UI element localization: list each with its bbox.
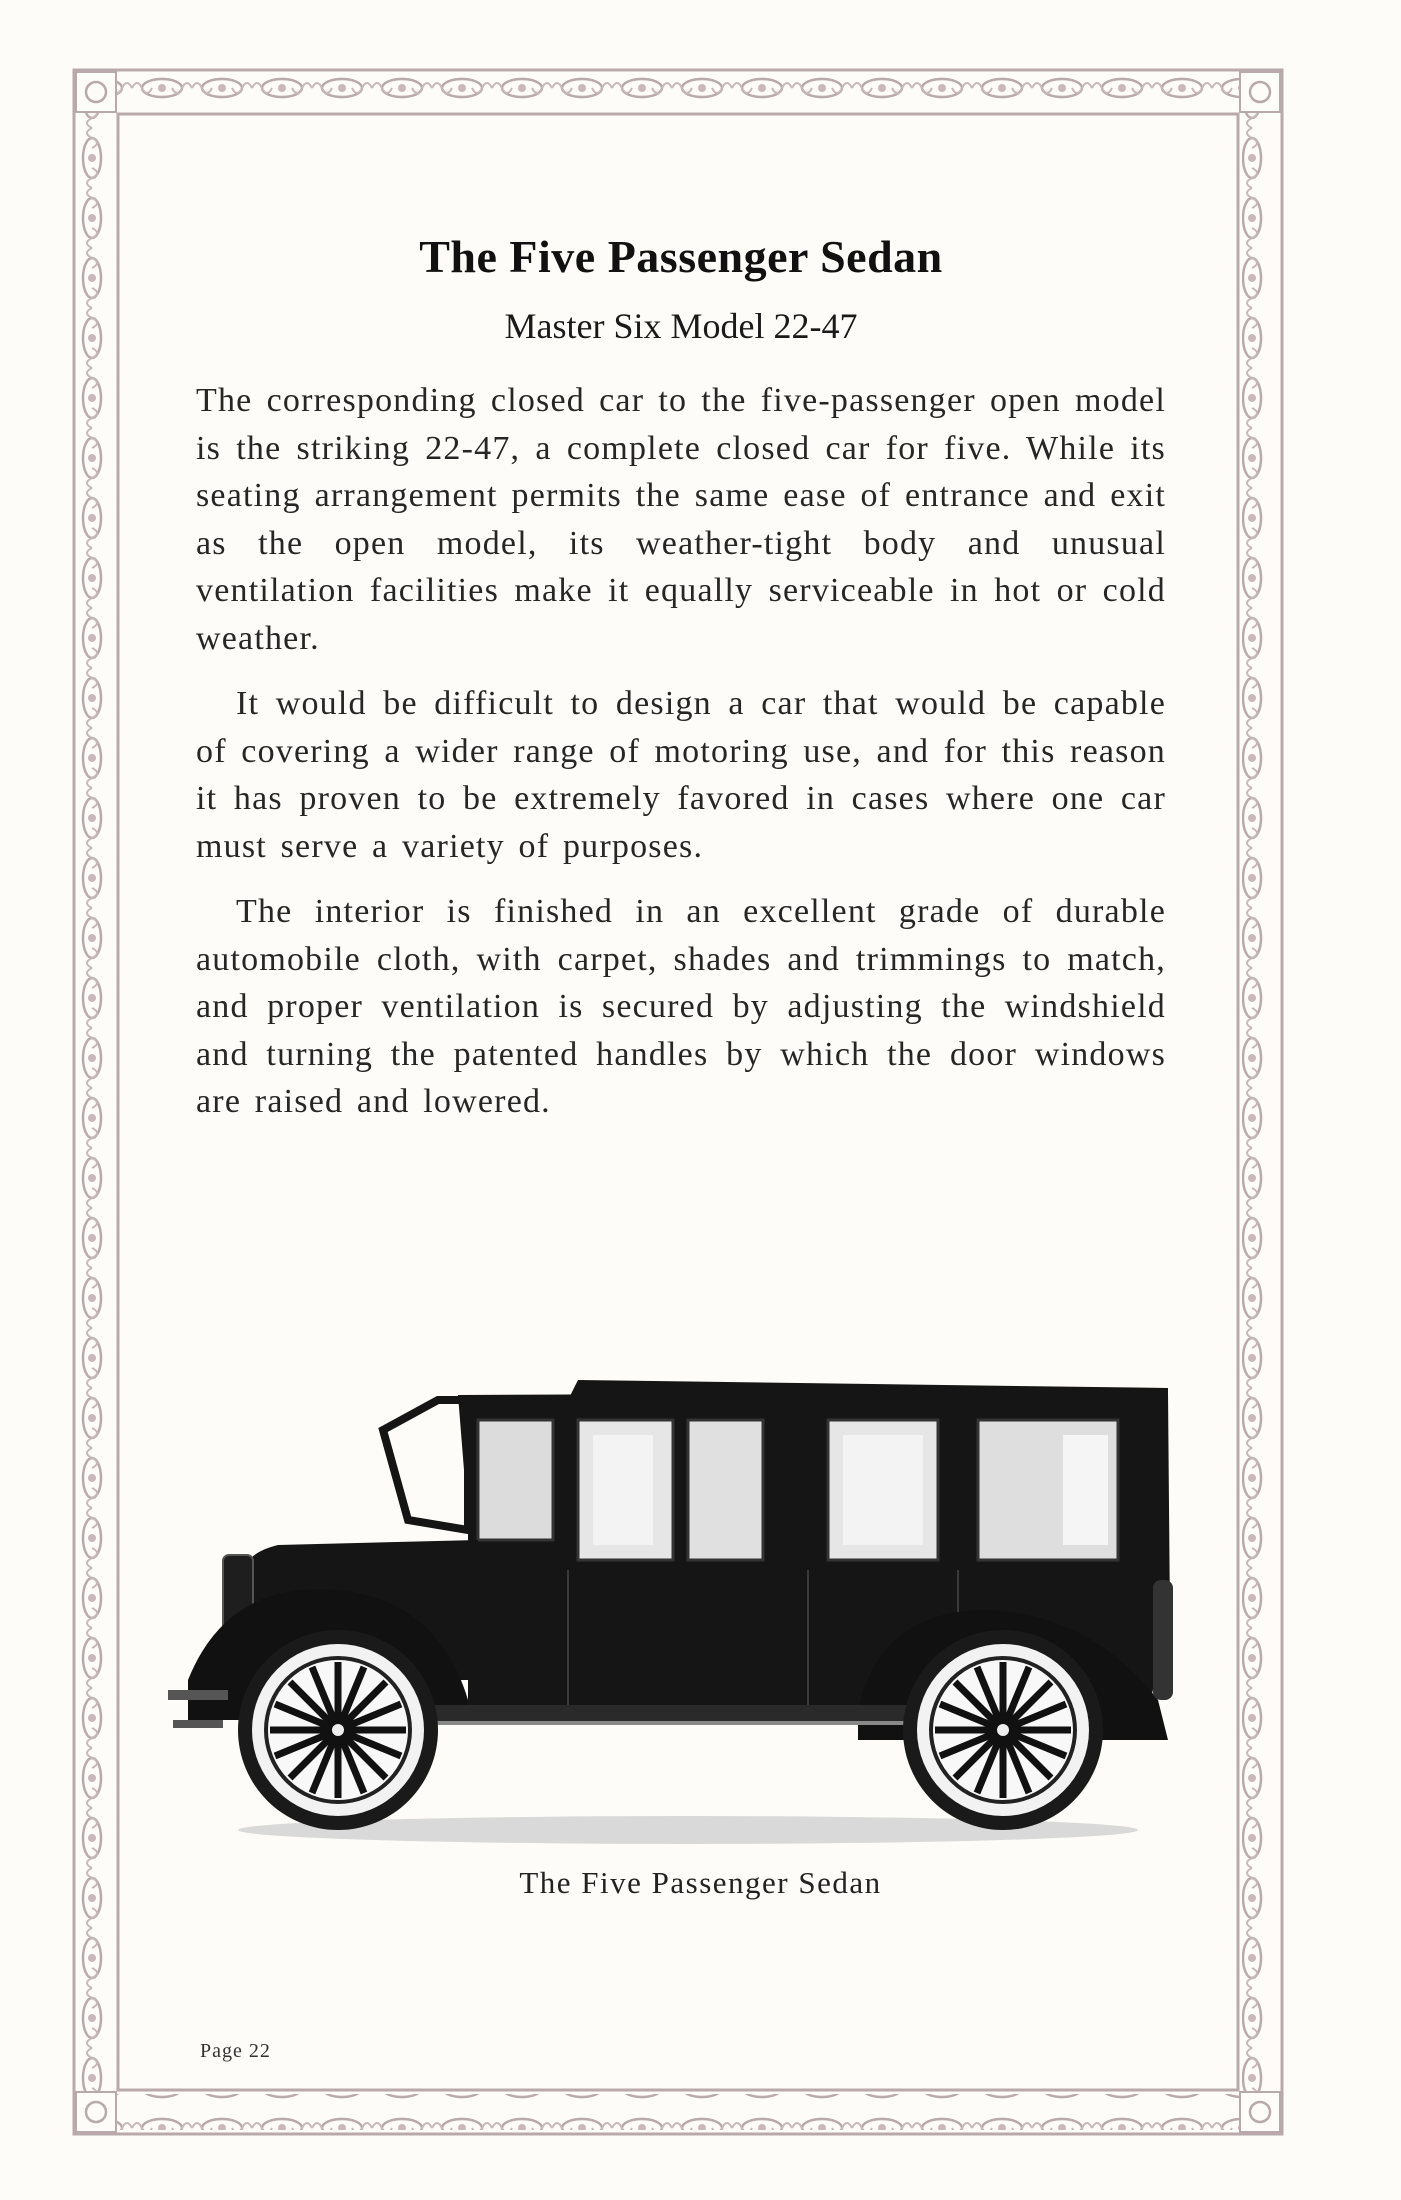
car-image: [168, 1380, 1178, 1860]
page-number: Page 22: [200, 2040, 271, 2062]
sedan-car-illustration: [168, 1380, 1178, 1860]
text-block: [196, 230, 1166, 1144]
paragraph-1: The corresponding closed car to the five-passenger open model is the striking 22-47, a complete closed car for five. While its seating arrangement permits the same ease of entrance and exit as the open model, its weather-tight body and unusual ventilation facilities make it equally serviceable in hot or cold weather.: [196, 382, 1166, 657]
paragraph-2: It would be difficult to design a car that would be capable of covering a wider range of motoring use, and for this reason it has proven to be extremely favored in cases where one car must serve a variety of purposes.: [196, 685, 1166, 865]
illustration-caption: The Five Passenger Sedan: [519, 1865, 882, 1900]
paragraph-3: The interior is finished in an excellent grade of durable automobile cloth, with carpet, shades and trimmings to match, and proper ventilation is secured by adjusting the windshield and turning the patented handles by which the door windows are raised and lowered.: [196, 893, 1166, 1120]
page-subtitle: Master Six Model 22-47: [504, 306, 858, 346]
page-title: The Five Passenger Sedan: [419, 231, 943, 282]
